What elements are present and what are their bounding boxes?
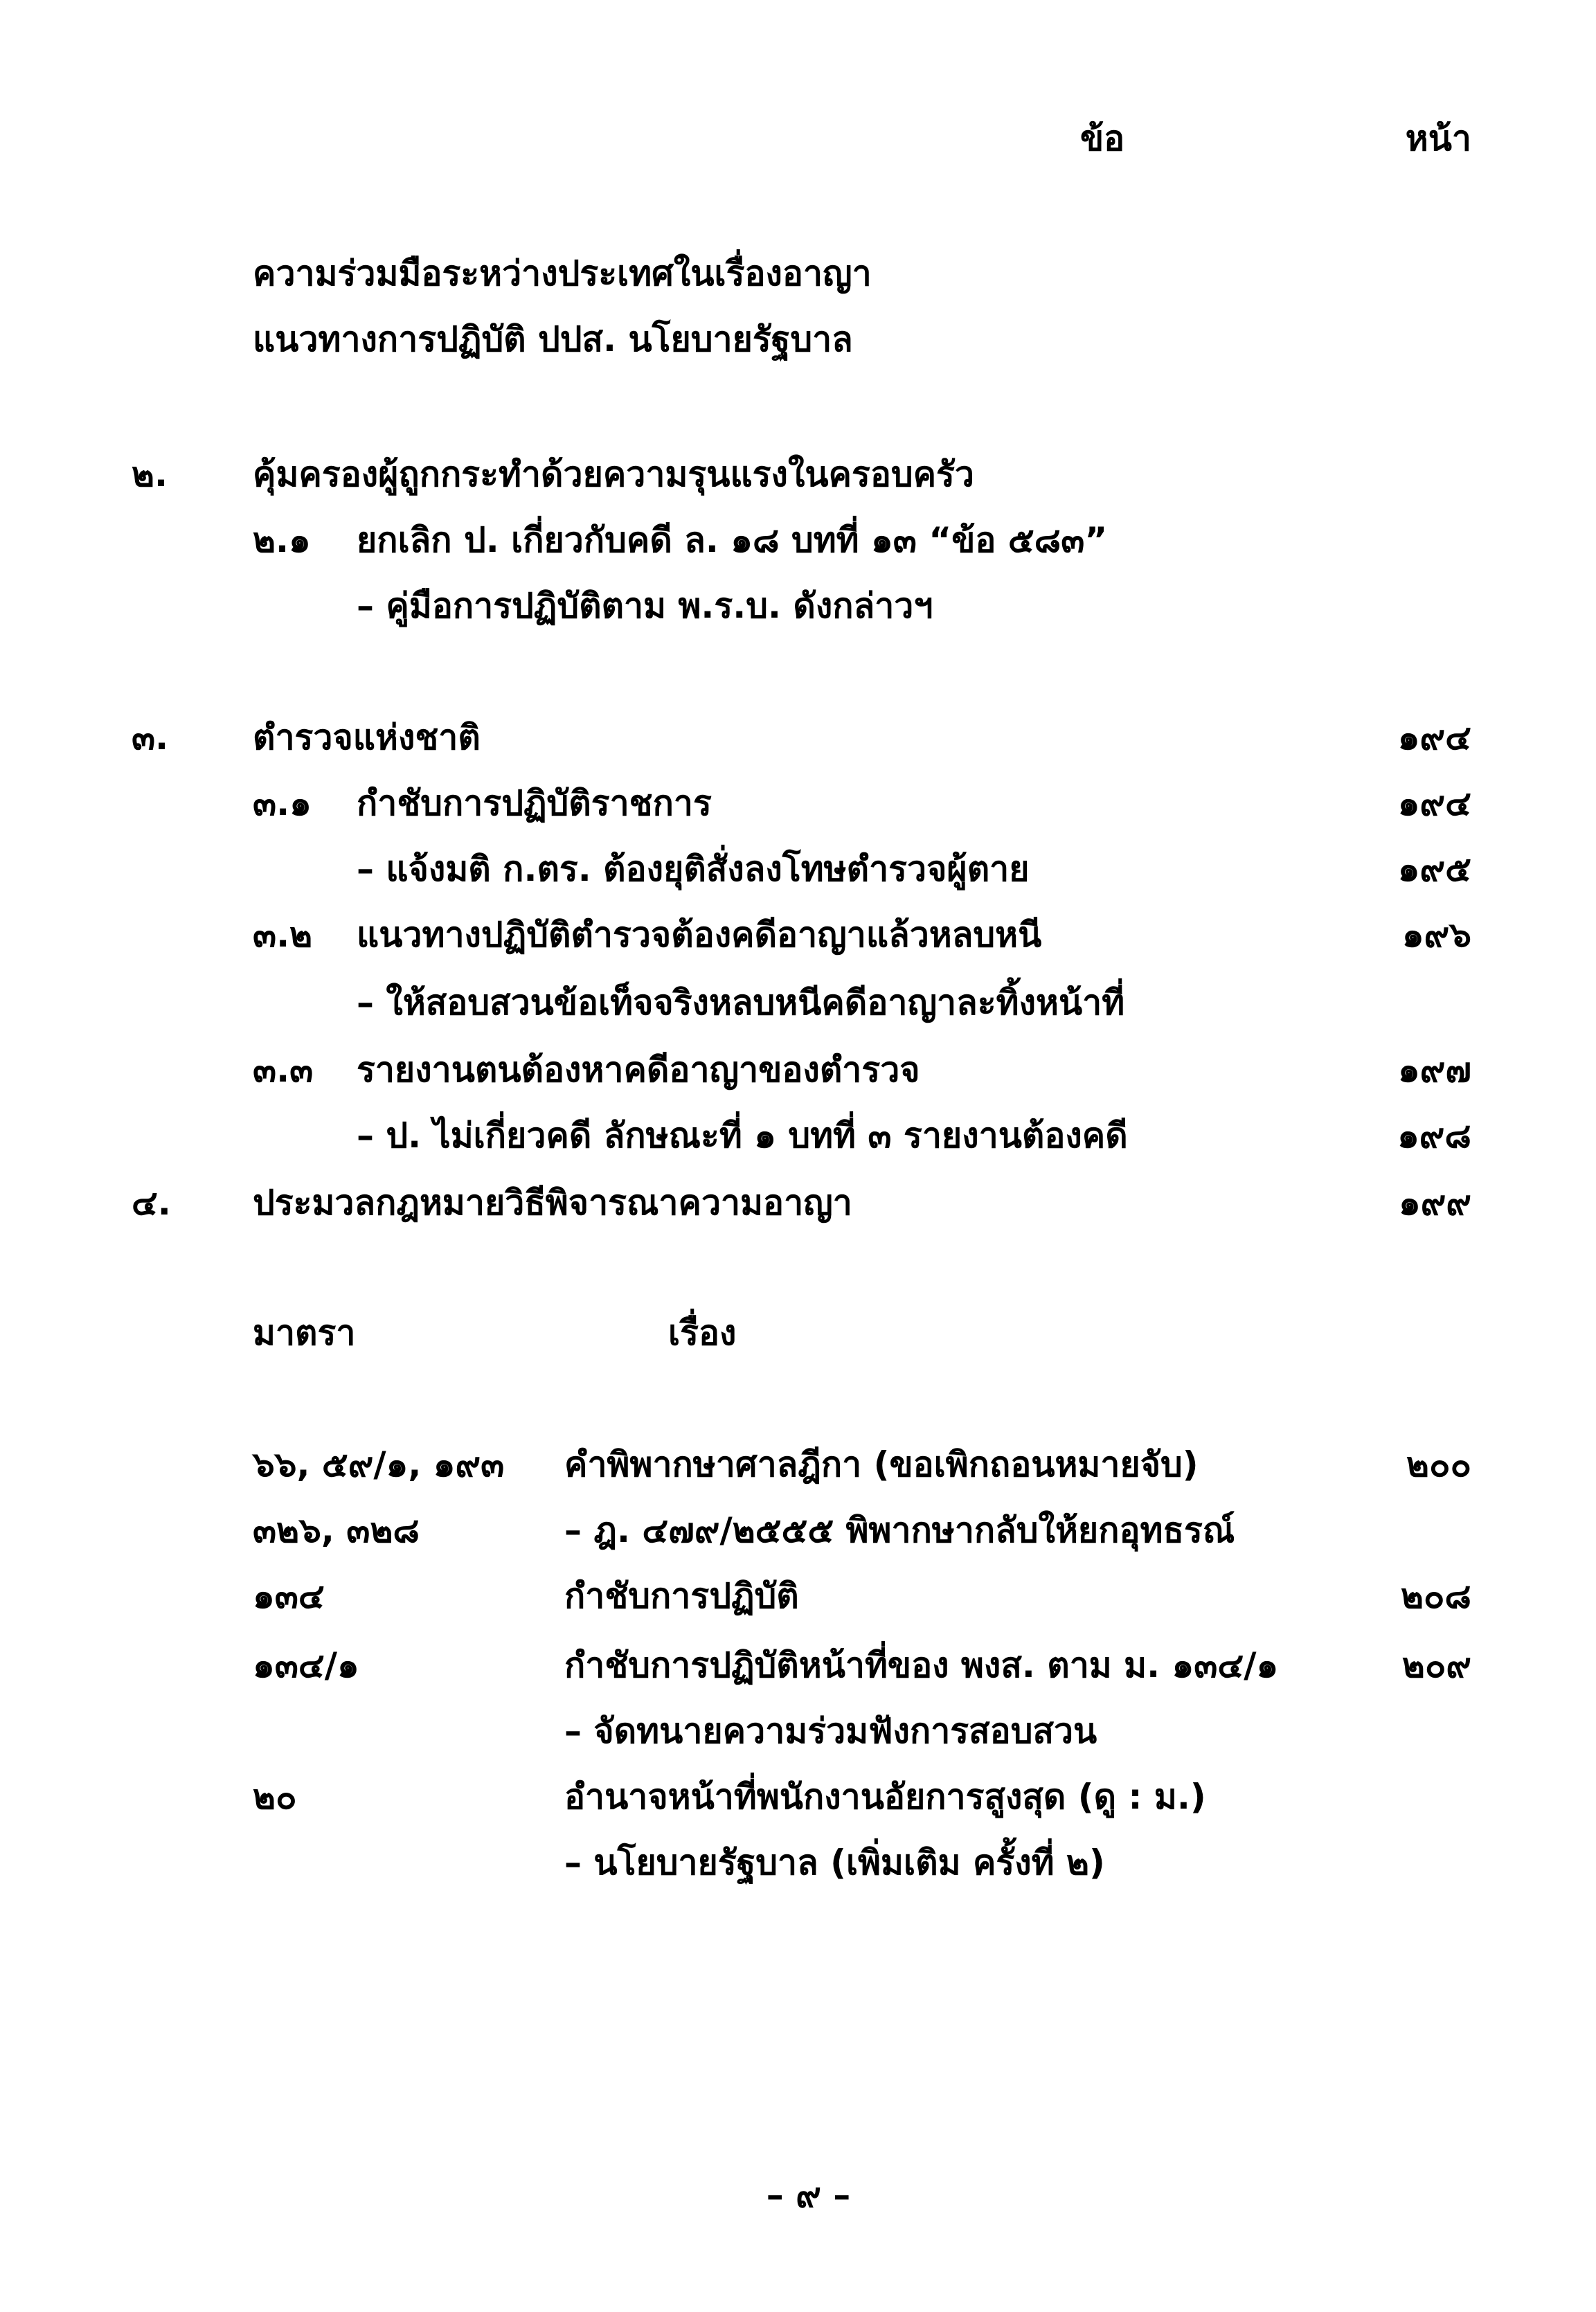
section-2-1-bullet: – คู่มือการปฏิบัติตาม พ.ร.บ. ดังกล่าวฯ bbox=[357, 586, 933, 626]
section-4-page: ๑๙๙ bbox=[1399, 1183, 1471, 1223]
table-row-subject: – นโยบายรัฐบาล (เพิ่มเติม ครั้งที่ ๒) bbox=[564, 1843, 1105, 1883]
table-header-section: มาตรา bbox=[253, 1313, 356, 1353]
section-3-item: ๓.๓ bbox=[253, 1050, 314, 1090]
section-2-num: ๒. bbox=[132, 454, 168, 494]
section-3-item: ๓.๒ bbox=[253, 915, 313, 955]
header-page-label: หน้า bbox=[1405, 118, 1471, 159]
section-3-item-page: ๑๙๕ bbox=[1397, 849, 1471, 889]
table-row-page: ๒๐๐ bbox=[1406, 1444, 1471, 1485]
section-3-item-text: กำชับการปฏิบัติราชการ bbox=[357, 783, 712, 823]
table-row-subject: กำชับการปฏิบัติหน้าที่ของ พงส. ตาม ม. ๑๓๔/๑ bbox=[564, 1645, 1279, 1685]
section-3-item-page: ๑๙๔ bbox=[1397, 783, 1471, 823]
section-2-1-num: ๒.๑ bbox=[253, 520, 311, 560]
section-4-num: ๔. bbox=[132, 1183, 171, 1223]
table-row-section: ๑๓๔/๑ bbox=[253, 1645, 359, 1685]
table-row-section: ๖๖, ๕๙/๑, ๑๙๓ bbox=[253, 1444, 505, 1485]
intro-line: ความร่วมมือระหว่างประเทศในเรื่องอาญา bbox=[253, 253, 872, 294]
section-3-item-page: ๑๙๘ bbox=[1397, 1115, 1471, 1156]
section-2-title: คุ้มครองผู้ถูกกระทำด้วยความรุนแรงในครอบครัว bbox=[253, 454, 974, 494]
section-3-item-text: แนวทางปฏิบัติตำรวจต้องคดีอาญาแล้วหลบหนี bbox=[357, 915, 1042, 955]
section-3-item-text: – ป. ไม่เกี่ยวคดี ลักษณะที่ ๑ บทที่ ๓ รายงานต้องคดี bbox=[357, 1115, 1128, 1156]
table-row-page: ๒๐๘ bbox=[1400, 1576, 1471, 1616]
section-3-item-page: ๑๙๗ bbox=[1398, 1050, 1471, 1090]
section-3-item: ๓.๑ bbox=[253, 783, 312, 823]
table-row-subject: – จัดทนายความร่วมฟังการสอบสวน bbox=[564, 1711, 1097, 1751]
section-3-item-page: ๑๙๖ bbox=[1401, 915, 1471, 955]
table-row-subject: อำนาจหน้าที่พนักงานอัยการสูงสุด (ดู : ม.) bbox=[564, 1777, 1206, 1817]
section-3-item-text: – แจ้งมติ ก.ตร. ต้องยุติสั่งลงโทษตำรวจผู้ตาย bbox=[357, 849, 1030, 889]
table-row-subject: – ฎ. ๔๗๙/๒๕๕๕ พิพากษากลับให้ยกอุทธรณ์ bbox=[564, 1510, 1235, 1550]
section-3-title: ตำรวจแห่งชาติ bbox=[253, 717, 481, 758]
footer-page-number: – ๙ – bbox=[766, 2175, 851, 2215]
table-row-subject: กำชับการปฏิบัติ bbox=[564, 1576, 799, 1616]
table-row-page: ๒๐๙ bbox=[1401, 1645, 1471, 1685]
section-3-item-text: รายงานตนต้องหาคดีอาญาของตำรวจ bbox=[357, 1050, 920, 1090]
table-row-section: ๓๒๖, ๓๒๘ bbox=[253, 1510, 420, 1550]
header-item-label: ข้อ bbox=[1080, 118, 1125, 159]
table-row-subject: คำพิพากษาศาลฎีกา (ขอเพิกถอนหมายจับ) bbox=[564, 1444, 1199, 1485]
table-row-section: ๒๐ bbox=[253, 1777, 297, 1817]
section-3-page: ๑๙๔ bbox=[1397, 717, 1471, 758]
table-header-subject: เรื่อง bbox=[668, 1313, 737, 1353]
section-2-1-text: ยกเลิก ป. เกี่ยวกับคดี ล. ๑๘ บทที่ ๑๓ “ข้อ ๕๘๓” bbox=[357, 520, 1108, 560]
section-3-num: ๓. bbox=[132, 717, 169, 758]
section-4-title: ประมวลกฎหมายวิธีพิจารณาความอาญา bbox=[253, 1183, 852, 1223]
section-3-item-text: – ให้สอบสวนข้อเท็จจริงหลบหนีคดีอาญาละทิ้งหน้าที่ bbox=[357, 983, 1125, 1023]
intro-line: แนวทางการปฏิบัติ ปปส. นโยบายรัฐบาล bbox=[253, 319, 853, 359]
table-row-section: ๑๓๔ bbox=[253, 1576, 325, 1616]
